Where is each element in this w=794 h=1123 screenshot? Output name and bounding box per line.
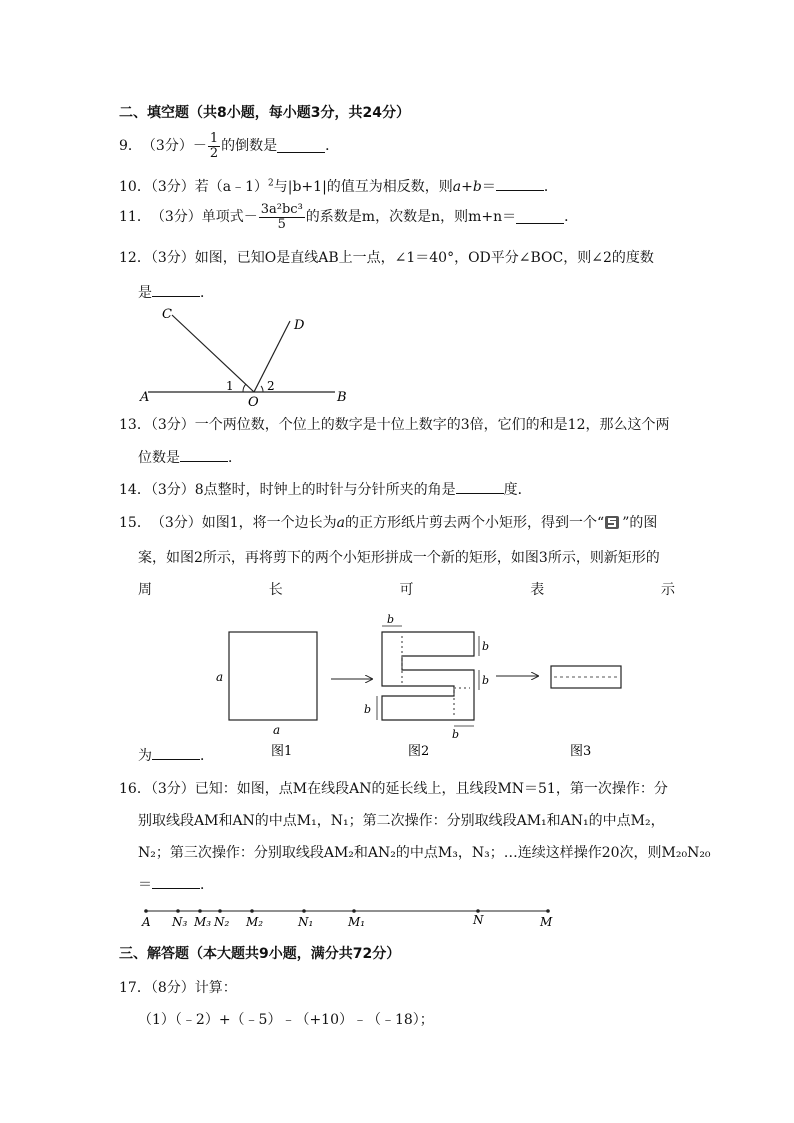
q15-word-2: 长 xyxy=(268,582,283,598)
label-angle1: 1 xyxy=(226,379,234,393)
q16-number: 16． xyxy=(119,781,151,797)
q12-score: （3分） xyxy=(150,250,195,266)
question-17 xyxy=(119,981,237,995)
fig1-label-a-bottom: a xyxy=(273,723,281,737)
fig2-b-right-2: b xyxy=(482,674,490,687)
ray-oc xyxy=(172,315,254,392)
q10-text3: ＝ xyxy=(481,179,496,195)
point-n1 xyxy=(297,909,313,929)
q13-score: （3分） xyxy=(150,417,195,433)
label-a: A xyxy=(140,390,150,405)
svg-text:M₂: M₂ xyxy=(246,915,264,929)
question-16-line3 xyxy=(138,846,711,860)
q11-text1: 单项式 xyxy=(201,209,244,225)
figure3-caption: 图3 xyxy=(570,744,592,759)
question-15-line3 xyxy=(138,583,675,597)
svg-text:N₃: N₃ xyxy=(172,915,188,929)
svg-text:N₂: N₂ xyxy=(214,915,230,929)
question-11 xyxy=(119,200,578,234)
q10-text2: 与|b+1|的值互为相反数，则 xyxy=(273,179,453,195)
q14-score: （3分） xyxy=(150,482,195,498)
q12-end: ． xyxy=(200,285,214,301)
q10-var: a+b xyxy=(452,179,482,195)
q16-line2: 别取线段AM和AN的中点M₁，N₁；第二次操作：分别取线段AM₁和AN₁的中点M₂， xyxy=(138,813,665,829)
question-12-line1 xyxy=(119,251,654,265)
q11-answer-blank[interactable] xyxy=(516,211,564,224)
q17-number: 17． xyxy=(119,980,151,996)
q15-line1a: 如图1，将一个边长为 xyxy=(201,515,337,531)
svg-text:N: N xyxy=(473,913,484,927)
q16-end: ． xyxy=(200,877,214,893)
angle1-arc xyxy=(243,384,246,392)
q11-frac-num: 3a²bc³ xyxy=(260,201,303,217)
q17-sub1: （1）（﹣2）+（﹣5）﹣（+10）﹣（﹣18）； xyxy=(138,1012,434,1028)
svg-text:M: M xyxy=(540,915,553,929)
q16-answer-blank[interactable] xyxy=(152,876,200,889)
q11-number: 11． xyxy=(119,209,151,225)
question-13-line1 xyxy=(119,418,669,432)
q9-number: 9． xyxy=(119,138,142,154)
label-d: D xyxy=(294,318,305,333)
q13-answer-blank[interactable] xyxy=(180,449,228,462)
q15-word-4: 表 xyxy=(530,582,545,598)
figure1-caption: 图1 xyxy=(271,744,293,759)
svg-text:M₁: M₁ xyxy=(348,915,366,929)
q16-text: 已知：如图，点M在线段AN的延长线上，且线段MN＝51，第一次操作：分 xyxy=(194,781,668,797)
q15-line1c: ”的图 xyxy=(622,515,658,531)
q14-number: 14． xyxy=(119,482,151,498)
q10-answer-blank[interactable] xyxy=(496,178,544,191)
q12-figure xyxy=(130,303,360,408)
point-m2 xyxy=(245,909,263,929)
q10-number: 10． xyxy=(119,179,151,195)
question-15-line2 xyxy=(138,551,660,565)
q12-number: 12． xyxy=(119,250,151,266)
q9-text: 的倒数是 xyxy=(221,138,278,154)
q10-score: （3分） xyxy=(150,179,195,195)
q14-answer-blank[interactable] xyxy=(456,481,504,494)
q15-line2: 案，如图2所示，再将剪下的两个小矩形拼成一个新的矩形，如图3所示，则新矩形的 xyxy=(138,550,660,566)
q15-line4: 为 xyxy=(138,748,152,764)
question-16-line2 xyxy=(138,814,665,828)
q9-frac-den: 2 xyxy=(209,145,219,161)
q15-number: 15． xyxy=(119,515,151,531)
point-n2 xyxy=(213,909,230,929)
q11-frac-den: 5 xyxy=(277,216,286,232)
question-10 xyxy=(119,178,558,194)
angle2-arc xyxy=(261,386,263,392)
q14-text: 8点整时，时钟上的时针与分针所夹的角是 xyxy=(194,482,456,498)
label-b: B xyxy=(337,390,347,405)
q11-minus: － xyxy=(243,209,258,225)
svg-text:A: A xyxy=(142,915,151,929)
q9-fraction xyxy=(208,132,220,160)
q13-text: 一个两位数，个位上的数字是十位上数字的3倍，它们的和是12，那么这个两 xyxy=(194,417,670,433)
q15-score: （3分） xyxy=(150,515,202,531)
figure1-square xyxy=(229,632,317,720)
fig2-b-top: b xyxy=(387,613,395,626)
svg-text:M₃: M₃ xyxy=(194,915,212,929)
question-16-line1 xyxy=(119,782,668,796)
q16-number-line xyxy=(138,902,563,932)
q12-text: 如图，已知O是直线AB上一点，∠1＝40°，OD平分∠BOC，则∠2的度数 xyxy=(194,250,654,266)
svg-text:N₁: N₁ xyxy=(298,915,314,929)
q11-text2: 的系数是m，次数是n，则m+n＝ xyxy=(305,209,517,225)
question-9 xyxy=(119,131,339,161)
q16-score: （3分） xyxy=(150,781,195,797)
point-m1 xyxy=(347,909,365,929)
q9-end: ． xyxy=(325,138,340,154)
label-c: C xyxy=(162,307,172,322)
fig2-b-left: b xyxy=(364,703,372,716)
q11-end: ． xyxy=(564,209,579,225)
q16-line3: N₂；第三次操作：分别取线段AM₂和AN₂的中点M₃，N₃；…连续这样操作20次，则M₂₀N₂₀ xyxy=(138,845,711,861)
q9-answer-blank[interactable] xyxy=(277,140,325,153)
fig2-b-right-1: b xyxy=(482,640,490,653)
q10-sup: 2 xyxy=(268,178,274,189)
q12-line2: 是 xyxy=(138,285,152,301)
q13-end: ． xyxy=(228,450,242,466)
q9-score: （3分） xyxy=(141,138,193,154)
q16-line4: ＝ xyxy=(138,877,152,893)
section-3-title: 三、解答题（本大题共9小题，满分共72分） xyxy=(119,946,401,962)
point-m3 xyxy=(193,909,211,929)
label-o: O xyxy=(248,395,259,408)
point-a xyxy=(141,909,151,929)
q13-number: 13． xyxy=(119,417,151,433)
q14-end: 度． xyxy=(503,482,532,498)
point-n xyxy=(472,909,484,927)
question-17-part1 xyxy=(138,1013,434,1027)
q15-answer-blank[interactable] xyxy=(152,747,200,760)
point-m xyxy=(539,909,553,929)
fig1-label-a-left: a xyxy=(216,670,224,684)
q17-score: （8分） xyxy=(150,980,195,996)
figure2-caption: 图2 xyxy=(408,744,430,759)
point-n3 xyxy=(171,909,188,929)
question-14 xyxy=(119,481,532,497)
q10-end: ． xyxy=(543,179,558,195)
q15-end: ． xyxy=(200,748,214,764)
q10-text1: 若（a﹣1） xyxy=(194,179,269,195)
question-15-line1 xyxy=(119,516,657,530)
label-angle2: 2 xyxy=(267,379,275,393)
q13-line2: 位数是 xyxy=(138,450,180,466)
q12-answer-blank[interactable] xyxy=(152,284,200,297)
q15-line1b: 的正方形纸片剪去两个小矩形，得到一个“ xyxy=(345,515,605,531)
question-16-line4 xyxy=(138,876,214,892)
s-shape-icon xyxy=(605,516,621,530)
section-2-title: 二、填空题（共8小题，每小题3分，共24分） xyxy=(119,105,410,121)
q9-minus: － xyxy=(192,138,207,154)
q11-score: （3分） xyxy=(150,209,202,225)
figure2-s-shape xyxy=(382,632,474,720)
q15-word-3: 可 xyxy=(399,582,414,598)
q15-word-1: 周 xyxy=(138,582,152,598)
question-12-line2 xyxy=(138,284,214,300)
q17-text: 计算： xyxy=(194,980,237,996)
q9-frac-num: 1 xyxy=(209,130,219,146)
q15-figures xyxy=(200,606,660,761)
q11-fraction xyxy=(259,203,305,231)
q15-var-a: a xyxy=(336,515,346,531)
q15-word-5: 示 xyxy=(661,582,675,598)
question-13-line2 xyxy=(138,449,242,465)
fig2-b-bottom: b xyxy=(452,728,460,741)
